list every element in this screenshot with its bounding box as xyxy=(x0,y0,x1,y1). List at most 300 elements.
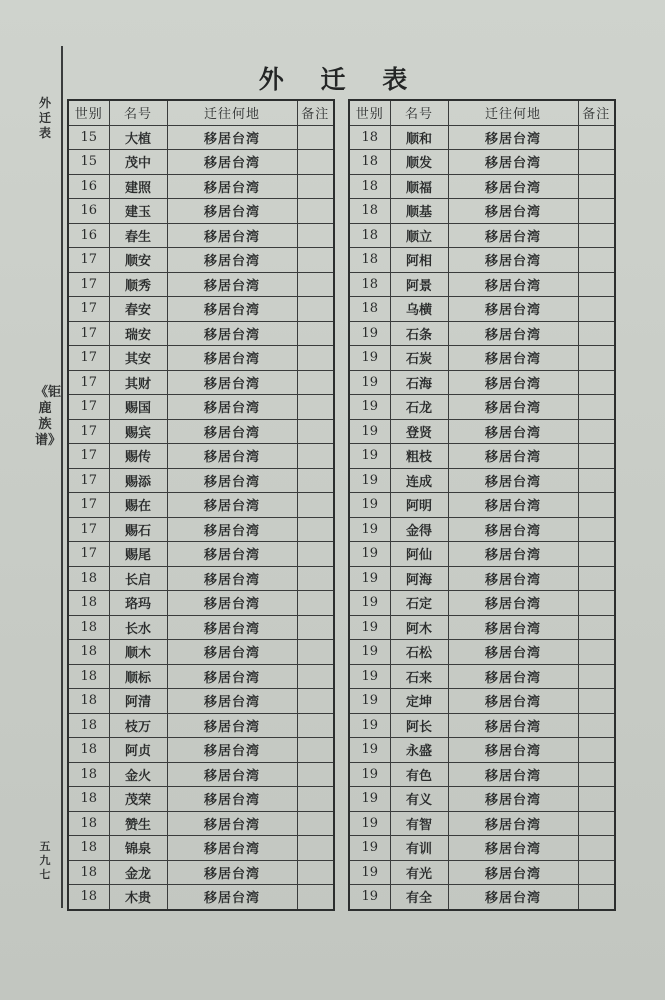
name-cell: 顺安 xyxy=(109,248,167,273)
destination-cell: 移居台湾 xyxy=(167,370,297,395)
table-row xyxy=(68,885,334,910)
note-cell xyxy=(297,248,334,273)
destination-cell: 移居台湾 xyxy=(167,689,297,714)
destination-cell: 移居台湾 xyxy=(167,762,297,787)
name-cell: 赐宾 xyxy=(109,419,167,444)
table-row xyxy=(349,419,615,444)
note-cell xyxy=(578,689,615,714)
table-row xyxy=(349,248,615,273)
name-cell: 阿仙 xyxy=(390,542,448,567)
note-cell xyxy=(578,272,615,297)
side-section-label: 外迁表 xyxy=(38,96,51,140)
header-generation: 世别 xyxy=(349,100,390,125)
table-row xyxy=(349,738,615,763)
generation-cell: 17 xyxy=(68,248,109,273)
generation-cell: 19 xyxy=(349,591,390,616)
generation-cell: 18 xyxy=(349,297,390,322)
migration-table-left xyxy=(67,99,335,911)
destination-cell: 移居台湾 xyxy=(167,272,297,297)
generation-cell: 18 xyxy=(68,885,109,910)
generation-cell: 19 xyxy=(349,444,390,469)
table-row xyxy=(68,664,334,689)
table-row xyxy=(349,321,615,346)
name-cell: 阿明 xyxy=(390,493,448,518)
generation-cell: 17 xyxy=(68,419,109,444)
name-cell: 顺发 xyxy=(390,150,448,175)
name-cell: 茂荣 xyxy=(109,787,167,812)
table-row xyxy=(349,615,615,640)
note-cell xyxy=(297,885,334,910)
note-cell xyxy=(578,787,615,812)
generation-cell: 17 xyxy=(68,444,109,469)
name-cell: 阿贞 xyxy=(109,738,167,763)
destination-cell: 移居台湾 xyxy=(448,297,578,322)
header-generation: 世别 xyxy=(68,100,109,125)
note-cell xyxy=(297,174,334,199)
name-cell: 瑞安 xyxy=(109,321,167,346)
header-note: 备注 xyxy=(578,100,615,125)
table-row xyxy=(68,272,334,297)
side-book-title: 《钜鹿族谱》 xyxy=(35,385,62,448)
generation-cell: 19 xyxy=(349,395,390,420)
generation-cell: 19 xyxy=(349,419,390,444)
note-cell xyxy=(297,640,334,665)
generation-cell: 19 xyxy=(349,787,390,812)
destination-cell: 移居台湾 xyxy=(448,370,578,395)
table-row xyxy=(68,174,334,199)
generation-cell: 19 xyxy=(349,493,390,518)
table-row xyxy=(349,885,615,910)
name-cell: 顺立 xyxy=(390,223,448,248)
name-cell: 春生 xyxy=(109,223,167,248)
margin-rule xyxy=(61,46,63,908)
generation-cell: 17 xyxy=(68,346,109,371)
name-cell: 有全 xyxy=(390,885,448,910)
destination-cell: 移居台湾 xyxy=(448,566,578,591)
destination-cell: 移居台湾 xyxy=(167,591,297,616)
header-name: 名号 xyxy=(390,100,448,125)
name-cell: 阿相 xyxy=(390,248,448,273)
note-cell xyxy=(578,444,615,469)
destination-cell: 移居台湾 xyxy=(448,346,578,371)
generation-cell: 18 xyxy=(349,125,390,150)
note-cell xyxy=(297,664,334,689)
destination-cell: 移居台湾 xyxy=(448,444,578,469)
name-cell: 永盛 xyxy=(390,738,448,763)
name-cell: 长启 xyxy=(109,566,167,591)
name-cell: 建玉 xyxy=(109,199,167,224)
generation-cell: 17 xyxy=(68,493,109,518)
generation-cell: 16 xyxy=(68,174,109,199)
table-row xyxy=(349,272,615,297)
note-cell xyxy=(297,125,334,150)
table-row xyxy=(349,860,615,885)
destination-cell: 移居台湾 xyxy=(167,836,297,861)
generation-cell: 17 xyxy=(68,542,109,567)
name-cell: 石松 xyxy=(390,640,448,665)
generation-cell: 18 xyxy=(68,713,109,738)
destination-cell: 移居台湾 xyxy=(448,321,578,346)
generation-cell: 19 xyxy=(349,346,390,371)
table-row xyxy=(349,125,615,150)
generation-cell: 18 xyxy=(68,566,109,591)
table-row xyxy=(68,713,334,738)
note-cell xyxy=(578,370,615,395)
note-cell xyxy=(297,297,334,322)
generation-cell: 15 xyxy=(68,150,109,175)
generation-cell: 16 xyxy=(68,199,109,224)
table-row xyxy=(349,811,615,836)
name-cell: 乌横 xyxy=(390,297,448,322)
generation-cell: 18 xyxy=(349,248,390,273)
destination-cell: 移居台湾 xyxy=(167,493,297,518)
generation-cell: 19 xyxy=(349,689,390,714)
table-row xyxy=(68,738,334,763)
table-row xyxy=(349,664,615,689)
destination-cell: 移居台湾 xyxy=(167,738,297,763)
name-cell: 有义 xyxy=(390,787,448,812)
table-row xyxy=(349,370,615,395)
name-cell: 枝万 xyxy=(109,713,167,738)
note-cell xyxy=(297,468,334,493)
destination-cell: 移居台湾 xyxy=(448,762,578,787)
note-cell xyxy=(578,836,615,861)
table-row xyxy=(68,689,334,714)
name-cell: 顺标 xyxy=(109,664,167,689)
table-row xyxy=(349,836,615,861)
note-cell xyxy=(297,272,334,297)
table-row xyxy=(349,566,615,591)
generation-cell: 16 xyxy=(68,223,109,248)
table-row xyxy=(349,762,615,787)
destination-cell: 移居台湾 xyxy=(167,174,297,199)
table-row xyxy=(68,468,334,493)
note-cell xyxy=(297,566,334,591)
note-cell xyxy=(578,248,615,273)
header-destination: 迁往何地 xyxy=(448,100,578,125)
destination-cell: 移居台湾 xyxy=(167,860,297,885)
destination-cell: 移居台湾 xyxy=(448,542,578,567)
generation-cell: 19 xyxy=(349,566,390,591)
table-row xyxy=(349,468,615,493)
name-cell: 春安 xyxy=(109,297,167,322)
name-cell: 石条 xyxy=(390,321,448,346)
destination-cell: 移居台湾 xyxy=(448,493,578,518)
note-cell xyxy=(297,615,334,640)
name-cell: 石海 xyxy=(390,370,448,395)
destination-cell: 移居台湾 xyxy=(448,517,578,542)
table-row xyxy=(68,223,334,248)
table-row xyxy=(349,493,615,518)
generation-cell: 18 xyxy=(349,199,390,224)
name-cell: 赐尾 xyxy=(109,542,167,567)
destination-cell: 移居台湾 xyxy=(448,713,578,738)
table-row xyxy=(68,836,334,861)
name-cell: 顺木 xyxy=(109,640,167,665)
table-row xyxy=(68,542,334,567)
note-cell xyxy=(578,738,615,763)
destination-cell: 移居台湾 xyxy=(167,787,297,812)
name-cell: 金得 xyxy=(390,517,448,542)
destination-cell: 移居台湾 xyxy=(448,395,578,420)
generation-cell: 17 xyxy=(68,517,109,542)
destination-cell: 移居台湾 xyxy=(448,836,578,861)
table-row xyxy=(349,713,615,738)
note-cell xyxy=(578,517,615,542)
destination-cell: 移居台湾 xyxy=(448,223,578,248)
destination-cell: 移居台湾 xyxy=(167,811,297,836)
generation-cell: 18 xyxy=(68,738,109,763)
destination-cell: 移居台湾 xyxy=(167,885,297,910)
name-cell: 顺基 xyxy=(390,199,448,224)
destination-cell: 移居台湾 xyxy=(167,468,297,493)
note-cell xyxy=(297,395,334,420)
generation-cell: 19 xyxy=(349,885,390,910)
name-cell: 金龙 xyxy=(109,860,167,885)
name-cell: 顺福 xyxy=(390,174,448,199)
generation-cell: 18 xyxy=(349,223,390,248)
generation-cell: 19 xyxy=(349,713,390,738)
generation-cell: 18 xyxy=(68,836,109,861)
name-cell: 赐传 xyxy=(109,444,167,469)
note-cell xyxy=(578,174,615,199)
note-cell xyxy=(297,493,334,518)
generation-cell: 19 xyxy=(349,811,390,836)
name-cell: 顺秀 xyxy=(109,272,167,297)
name-cell: 长水 xyxy=(109,615,167,640)
note-cell xyxy=(297,836,334,861)
table-row xyxy=(349,150,615,175)
generation-cell: 18 xyxy=(68,811,109,836)
header-destination: 迁往何地 xyxy=(167,100,297,125)
table-row xyxy=(68,860,334,885)
destination-cell: 移居台湾 xyxy=(448,811,578,836)
name-cell: 阿清 xyxy=(109,689,167,714)
name-cell: 珞玛 xyxy=(109,591,167,616)
table-row xyxy=(68,615,334,640)
table-row xyxy=(349,517,615,542)
note-cell xyxy=(578,321,615,346)
name-cell: 登贤 xyxy=(390,419,448,444)
generation-cell: 18 xyxy=(68,860,109,885)
table-row xyxy=(68,811,334,836)
name-cell: 赐国 xyxy=(109,395,167,420)
name-cell: 阿木 xyxy=(390,615,448,640)
table-row xyxy=(349,787,615,812)
name-cell: 其财 xyxy=(109,370,167,395)
destination-cell: 移居台湾 xyxy=(167,419,297,444)
name-cell: 阿海 xyxy=(390,566,448,591)
generation-cell: 19 xyxy=(349,738,390,763)
destination-cell: 移居台湾 xyxy=(167,517,297,542)
generation-cell: 17 xyxy=(68,272,109,297)
note-cell xyxy=(578,640,615,665)
table-row xyxy=(349,542,615,567)
table-row xyxy=(349,174,615,199)
destination-cell: 移居台湾 xyxy=(448,419,578,444)
table-row xyxy=(68,248,334,273)
note-cell xyxy=(297,223,334,248)
destination-cell: 移居台湾 xyxy=(448,738,578,763)
table-row xyxy=(68,517,334,542)
note-cell xyxy=(578,591,615,616)
generation-cell: 18 xyxy=(349,174,390,199)
note-cell xyxy=(578,493,615,518)
generation-cell: 18 xyxy=(349,150,390,175)
name-cell: 阿长 xyxy=(390,713,448,738)
destination-cell: 移居台湾 xyxy=(167,346,297,371)
note-cell xyxy=(297,346,334,371)
destination-cell: 移居台湾 xyxy=(448,640,578,665)
note-cell xyxy=(297,591,334,616)
note-cell xyxy=(297,787,334,812)
generation-cell: 18 xyxy=(68,664,109,689)
destination-cell: 移居台湾 xyxy=(448,150,578,175)
table-row xyxy=(68,370,334,395)
note-cell xyxy=(297,321,334,346)
destination-cell: 移居台湾 xyxy=(448,787,578,812)
table-row xyxy=(349,346,615,371)
table-row xyxy=(68,591,334,616)
header-note: 备注 xyxy=(297,100,334,125)
generation-cell: 19 xyxy=(349,321,390,346)
destination-cell: 移居台湾 xyxy=(448,885,578,910)
generation-cell: 19 xyxy=(349,615,390,640)
destination-cell: 移居台湾 xyxy=(448,199,578,224)
generation-cell: 19 xyxy=(349,664,390,689)
generation-cell: 18 xyxy=(68,689,109,714)
generation-cell: 19 xyxy=(349,762,390,787)
note-cell xyxy=(578,713,615,738)
note-cell xyxy=(578,468,615,493)
note-cell xyxy=(297,370,334,395)
name-cell: 赐添 xyxy=(109,468,167,493)
generation-cell: 19 xyxy=(349,370,390,395)
table-row xyxy=(68,444,334,469)
note-cell xyxy=(297,150,334,175)
table-row xyxy=(349,640,615,665)
name-cell: 木贵 xyxy=(109,885,167,910)
destination-cell: 移居台湾 xyxy=(448,125,578,150)
name-cell: 其安 xyxy=(109,346,167,371)
generation-cell: 18 xyxy=(68,787,109,812)
destination-cell: 移居台湾 xyxy=(167,321,297,346)
generation-cell: 17 xyxy=(68,370,109,395)
generation-cell: 18 xyxy=(68,640,109,665)
generation-cell: 18 xyxy=(68,591,109,616)
note-cell xyxy=(297,713,334,738)
destination-cell: 移居台湾 xyxy=(167,199,297,224)
note-cell xyxy=(578,615,615,640)
table-row xyxy=(349,591,615,616)
generation-cell: 15 xyxy=(68,125,109,150)
destination-cell: 移居台湾 xyxy=(167,566,297,591)
note-cell xyxy=(578,664,615,689)
destination-cell: 移居台湾 xyxy=(448,272,578,297)
destination-cell: 移居台湾 xyxy=(167,664,297,689)
destination-cell: 移居台湾 xyxy=(167,150,297,175)
table-row xyxy=(68,640,334,665)
name-cell: 连成 xyxy=(390,468,448,493)
note-cell xyxy=(578,811,615,836)
table-row xyxy=(349,297,615,322)
generation-cell: 19 xyxy=(349,836,390,861)
table-row xyxy=(68,787,334,812)
name-cell: 金火 xyxy=(109,762,167,787)
note-cell xyxy=(578,885,615,910)
generation-cell: 19 xyxy=(349,542,390,567)
page-number: 五九七 xyxy=(39,840,51,881)
destination-cell: 移居台湾 xyxy=(448,468,578,493)
name-cell: 有光 xyxy=(390,860,448,885)
note-cell xyxy=(297,199,334,224)
table-row xyxy=(349,395,615,420)
note-cell xyxy=(297,689,334,714)
table-row xyxy=(68,199,334,224)
table-row xyxy=(68,321,334,346)
header-name: 名号 xyxy=(109,100,167,125)
destination-cell: 移居台湾 xyxy=(448,591,578,616)
migration-table-right xyxy=(348,99,616,911)
destination-cell: 移居台湾 xyxy=(167,223,297,248)
table-header-row xyxy=(68,100,334,125)
name-cell: 顺和 xyxy=(390,125,448,150)
note-cell xyxy=(297,444,334,469)
generation-cell: 17 xyxy=(68,395,109,420)
generation-cell: 19 xyxy=(349,468,390,493)
destination-cell: 移居台湾 xyxy=(167,640,297,665)
table-row xyxy=(68,297,334,322)
generation-cell: 17 xyxy=(68,297,109,322)
note-cell xyxy=(578,199,615,224)
name-cell: 石炭 xyxy=(390,346,448,371)
destination-cell: 移居台湾 xyxy=(167,248,297,273)
destination-cell: 移居台湾 xyxy=(167,713,297,738)
table-header-row xyxy=(349,100,615,125)
destination-cell: 移居台湾 xyxy=(448,664,578,689)
table-row xyxy=(68,125,334,150)
name-cell: 有智 xyxy=(390,811,448,836)
generation-cell: 17 xyxy=(68,321,109,346)
note-cell xyxy=(578,395,615,420)
table-row xyxy=(68,493,334,518)
name-cell: 石龙 xyxy=(390,395,448,420)
name-cell: 定坤 xyxy=(390,689,448,714)
name-cell: 茂中 xyxy=(109,150,167,175)
table-row xyxy=(68,762,334,787)
name-cell: 大植 xyxy=(109,125,167,150)
note-cell xyxy=(578,542,615,567)
note-cell xyxy=(578,125,615,150)
generation-cell: 19 xyxy=(349,640,390,665)
note-cell xyxy=(578,150,615,175)
note-cell xyxy=(297,738,334,763)
note-cell xyxy=(578,297,615,322)
name-cell: 建照 xyxy=(109,174,167,199)
name-cell: 赐石 xyxy=(109,517,167,542)
table-row xyxy=(68,419,334,444)
name-cell: 赞生 xyxy=(109,811,167,836)
table-row xyxy=(349,689,615,714)
destination-cell: 移居台湾 xyxy=(167,542,297,567)
generation-cell: 19 xyxy=(349,517,390,542)
name-cell: 阿景 xyxy=(390,272,448,297)
page-title: 外 迁 表 xyxy=(258,65,422,94)
note-cell xyxy=(297,811,334,836)
destination-cell: 移居台湾 xyxy=(448,860,578,885)
note-cell xyxy=(297,860,334,885)
table-row xyxy=(68,395,334,420)
